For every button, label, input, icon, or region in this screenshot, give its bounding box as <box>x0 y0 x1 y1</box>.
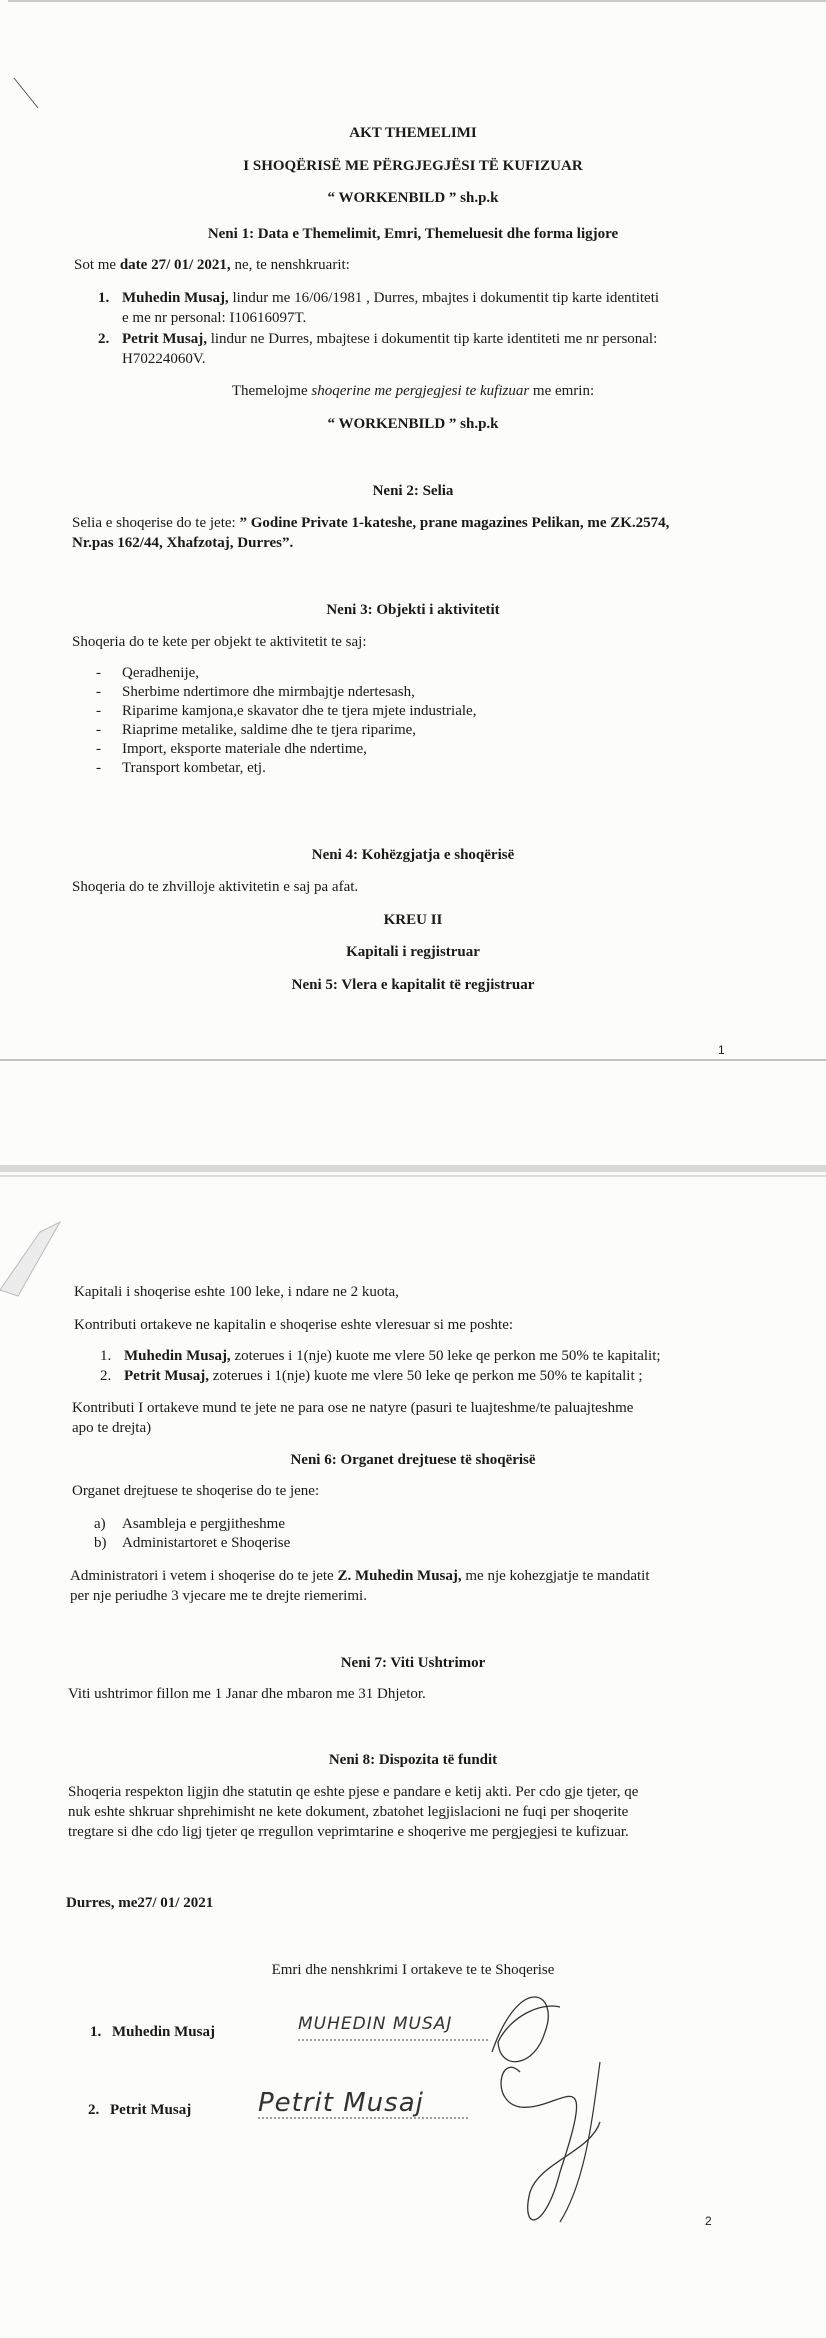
activity-item: - <box>96 703 101 719</box>
dispozita-line2: nuk eshte shkruar shprehimisht ne kete dokument, zbatohet legjislacioni ne fuqi per shoqerite <box>68 1804 629 1820</box>
signature-1-text: MUHEDIN MUSAJ <box>298 2014 453 2034</box>
kapitali-heading: Kapitali i regjistruar <box>346 944 480 960</box>
kontributi-line1: Kontributi I ortakeve mund te jete ne para ose ne natyre (pasuri te luajteshme/te paluajteshme <box>72 1400 634 1416</box>
founder-1-line2: e me nr personal: I10616097T. <box>122 310 307 326</box>
organ-b-text: Administartoret e Shoqerise <box>122 1535 291 1551</box>
founder-2-line2: H70224060V. <box>122 351 206 367</box>
activity-item-text: Sherbime ndertimore dhe mirmbajtje ndertesash, <box>122 684 415 700</box>
organ-b-letter: b) <box>94 1535 107 1551</box>
kapitali-text: Kapitali i shoqerise eshte 100 leke, i ndare ne 2 kuota, <box>74 1284 399 1300</box>
viti-text: Viti ushtrimor fillon me 1 Janar dhe mbaron me 31 Dhjetor. <box>68 1686 426 1702</box>
activity-item-text: Transport kombetar, etj. <box>122 760 266 776</box>
signatory-2-name: Petrit Musaj <box>110 2102 192 2118</box>
founder-2-name: Petrit Musaj, <box>122 331 207 347</box>
page-number-1: 1 <box>718 1043 725 1057</box>
activity-item-text: Riparime kamjona,e skavator dhe te tjera mjete industriale, <box>122 703 477 719</box>
dispozita-line3: tregtare si dhe cdo ligj tjeter qe rregullon veprimtarine e shoqerive me pergjegjesi te kufizuar. <box>68 1824 629 1840</box>
neni-6-heading: Neni 6: Organet drejtuese të shoqërisë <box>290 1452 536 1468</box>
neni-2-heading: Neni 2: Selia <box>372 483 454 499</box>
share-2: Petrit Musaj, zoterues i 1(nje) kuote me vlere 50 leke qe perkon me 50% te kapitalit ; <box>124 1368 643 1384</box>
intro-prefix: Sot me <box>74 257 117 273</box>
admin-line1: Administratori i vetem i shoqerise do te jete Z. Muhedin Musaj, me nje kohezgjatje te mandatit <box>70 1568 650 1584</box>
title-shoqeria: I SHOQËRISË ME PËRGJEGJËSI TË KUFIZUAR <box>243 158 583 174</box>
neni-3-heading: Neni 3: Objekti i aktivitetit <box>326 602 500 618</box>
founder-1-name: Muhedin Musaj, <box>122 290 229 306</box>
organ-a-text: Asambleja e pergjitheshme <box>122 1516 286 1532</box>
title-akt: AKT THEMELIMI <box>349 125 477 141</box>
activity-item: - <box>96 760 101 776</box>
neni-7-heading: Neni 7: Viti Ushtrimor <box>340 1655 486 1671</box>
neni-1-heading: Neni 1: Data e Themelimit, Emri, Themeluesit dhe forma ligjore <box>207 226 619 242</box>
selia-line2: Nr.pas 162/44, Xhafzotaj, Durres”. <box>72 535 294 551</box>
kohezgjatja-text: Shoqeria do te zhvilloje aktivitetin e saj pa afat. <box>72 879 359 895</box>
activity-item: - <box>96 741 101 757</box>
signatory-1-name: Muhedin Musaj <box>112 2024 215 2040</box>
signature-strokes <box>0 1172 826 2338</box>
intro-line <box>74 257 350 274</box>
dispozita-line1: Shoqeria respekton ligjin dhe statutin qe eshte pjese e pandare e ketij akti. Per cdo gje tjeter, qe <box>68 1784 639 1800</box>
signatory-2-num: 2. <box>88 2102 100 2118</box>
neni-5-heading: Neni 5: Vlera e kapitalit të regjistruar <box>291 977 535 993</box>
selia-line1: Selia e shoqerise do te jete: ” Godine Private 1-kateshe, prane magazines Pelikan, me ZK.2574, <box>72 515 670 531</box>
themelojme-line: Themelojme shoqerine me pergjegjesi te kufizuar me emrin: <box>231 383 595 399</box>
intro-date: date 27/ 01/ 2021, <box>119 257 231 273</box>
admin-line2: per nje periudhe 3 vjecare me te drejte riemerimi. <box>70 1588 367 1604</box>
organet-intro: Organet drejtuese te shoqerise do te jene: <box>72 1483 320 1499</box>
activity-item-text: Riaprime metalike, saldime dhe te tjera riparime, <box>122 722 417 738</box>
document-page-2 <box>0 1172 826 2338</box>
title-company-name: “ WORKENBILD ” sh.p.k <box>327 190 499 206</box>
document-page-1 <box>0 0 826 1165</box>
kreu-heading: KREU II <box>383 912 443 928</box>
signatures-heading: Emri dhe nenshkrimi I ortakeve te te Shoqerise <box>271 1962 555 1978</box>
founder-2-line1: Petrit Musaj, lindur ne Durres, mbajtese i dokumentit tip karte identiteti me nr personal: <box>122 331 658 347</box>
objekti-intro: Shoqeria do te kete per objekt te aktivitetit te saj: <box>72 634 367 650</box>
share-1: Muhedin Musaj, zoterues i 1(nje) kuote me vlere 50 leke qe perkon me 50% te kapitalit; <box>124 1348 661 1364</box>
neni-8-heading: Neni 8: Dispozita të fundit <box>328 1752 498 1768</box>
founder-1-line1: Muhedin Musaj, lindur me 16/06/1981 , Durres, mbajtes i dokumentit tip karte identiteti <box>122 290 660 306</box>
kontributi-line2: apo te drejta) <box>72 1420 152 1436</box>
intro-suffix: ne, te nenshkruarit: <box>234 257 350 273</box>
activity-item: - <box>96 684 101 700</box>
neni-4-heading: Neni 4: Kohëzgjatja e shoqërisë <box>311 847 515 863</box>
founder-1: 1. <box>98 290 110 306</box>
signature-2-text: Petrit Musaj <box>258 2088 424 2118</box>
page-number-2: 2 <box>705 2214 712 2228</box>
place-date: Durres, me27/ 01/ 2021 <box>66 1895 214 1911</box>
founder-2: 2. <box>98 331 110 347</box>
kontributi-intro: Kontributi ortakeve ne kapitalin e shoqerise eshte vleresuar si me poshte: <box>74 1317 514 1333</box>
activity-item: - <box>96 665 101 681</box>
share-1-num: 1. <box>100 1348 112 1364</box>
organ-a-letter: a) <box>94 1516 106 1532</box>
activity-item: - <box>96 722 101 738</box>
share-2-num: 2. <box>100 1368 112 1384</box>
signatory-1-num: 1. <box>90 2024 102 2040</box>
activity-item-text: Qeradhenije, <box>122 665 200 681</box>
company-name-repeat: “ WORKENBILD ” sh.p.k <box>327 416 499 432</box>
activity-item-text: Import, eksporte materiale dhe ndertime, <box>122 741 367 757</box>
